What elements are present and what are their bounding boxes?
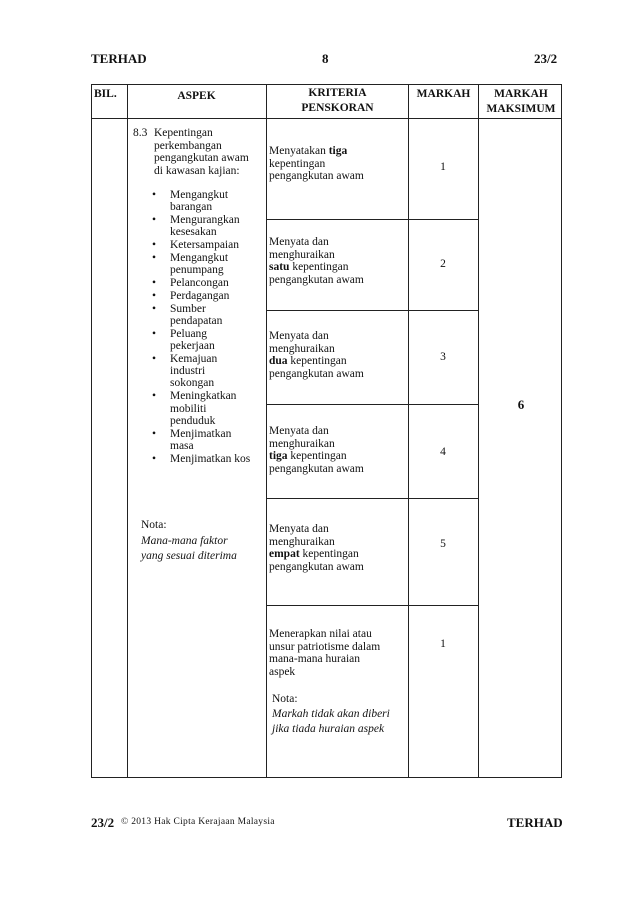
- criterion-5: Menyata dan menghuraikan empat kepentingan pengangkutan awam: [269, 523, 364, 573]
- mark-6: 1: [440, 638, 446, 650]
- column-divider: [408, 85, 409, 777]
- bullet-icon: •: [152, 277, 157, 290]
- bullet-icon: •: [152, 390, 157, 403]
- column-header-aspek: ASPEK: [177, 90, 216, 102]
- factor-item: • Kemajuan industri sokongan: [152, 352, 218, 390]
- header-row-divider: [92, 118, 561, 119]
- mark-1: 1: [440, 161, 446, 173]
- footer-copyright: © 2013 Hak Cipta Kerajaan Malaysia: [121, 817, 275, 827]
- footer-restricted-label: TERHAD: [507, 815, 563, 830]
- factor-item: • Ketersampaian: [152, 239, 239, 252]
- column-header-bil: BIL.: [94, 88, 117, 100]
- criterion-4: Menyata dan menghuraikan tiga kepentingan pengangkutan awam: [269, 425, 364, 475]
- aspect-note-label: Nota:: [141, 519, 167, 531]
- mark-2: 2: [440, 258, 446, 270]
- column-header-kriteria: KRITERIA PENSKORAN: [301, 87, 374, 114]
- factor-item: • Meningkatkan mobiliti penduduk: [152, 390, 237, 427]
- mark-3: 3: [440, 351, 446, 363]
- footer-paper-code: 23/2: [91, 815, 115, 830]
- criterion-6: Menerapkan nilai atau unsur patriotisme dalam mana-mana huraian aspek: [269, 628, 381, 678]
- bullet-icon: •: [152, 327, 157, 340]
- column-header-markah: MARKAH: [416, 88, 471, 100]
- aspect-note: Mana-mana faktor yang sesuai diterima: [141, 535, 237, 562]
- bullet-icon: •: [152, 302, 157, 315]
- aspect-title: Kepentingan perkembangan pengangkutan awam di kawasan kajian:: [154, 127, 249, 177]
- column-divider: [478, 85, 479, 777]
- header-restricted-label: TERHAD: [91, 51, 147, 66]
- bullet-icon: •: [152, 214, 157, 227]
- factor-item: • Mengangkut penumpang: [152, 251, 229, 277]
- page-number: 8: [322, 51, 329, 66]
- criterion-2: Menyata dan menghuraikan satu kepentingan pengangkutan awam: [269, 236, 364, 286]
- factor-item: • Peluang pekerjaan: [152, 327, 215, 353]
- bullet-icon: •: [152, 427, 157, 440]
- column-divider: [127, 85, 128, 777]
- criterion-note: Markah tidak akan diberi jika tiada huraian aspek: [272, 708, 390, 735]
- row-divider: [266, 605, 479, 606]
- factor-item: • Menjimatkan kos: [152, 452, 251, 465]
- question-number: 8.3: [133, 127, 148, 139]
- bullet-icon: •: [152, 352, 157, 365]
- criterion-note-label: Nota:: [272, 693, 298, 705]
- marking-scheme-table: [91, 84, 562, 778]
- bullet-icon: •: [152, 452, 157, 465]
- bullet-icon: •: [152, 251, 157, 264]
- bullet-icon: •: [152, 289, 157, 302]
- mark-5: 5: [440, 538, 446, 550]
- factor-item: • Mengurangkan kesesakan: [152, 214, 240, 239]
- factor-item: • Menjimatkan masa: [152, 427, 232, 452]
- mark-4: 4: [440, 446, 446, 458]
- column-header-markah-maksimum: MARKAH MAKSIMUM: [486, 88, 556, 115]
- max-mark: 6: [517, 397, 525, 412]
- factor-item: • Perdagangan: [152, 289, 230, 302]
- bullet-icon: •: [152, 189, 157, 201]
- factor-item: • Mengangkut barangan: [152, 189, 229, 214]
- factor-item: • Pelancongan: [152, 277, 229, 290]
- bullet-icon: •: [152, 239, 157, 252]
- paper-code: 23/2: [534, 51, 558, 66]
- criterion-1: Menyatakan tiga kepentingan pengangkutan awam: [269, 145, 364, 182]
- factor-item: • Sumber pendapatan: [152, 302, 223, 327]
- row-divider: [266, 498, 479, 499]
- criterion-3: Menyata dan menghuraikan dua kepentingan pengangkutan awam: [269, 330, 364, 380]
